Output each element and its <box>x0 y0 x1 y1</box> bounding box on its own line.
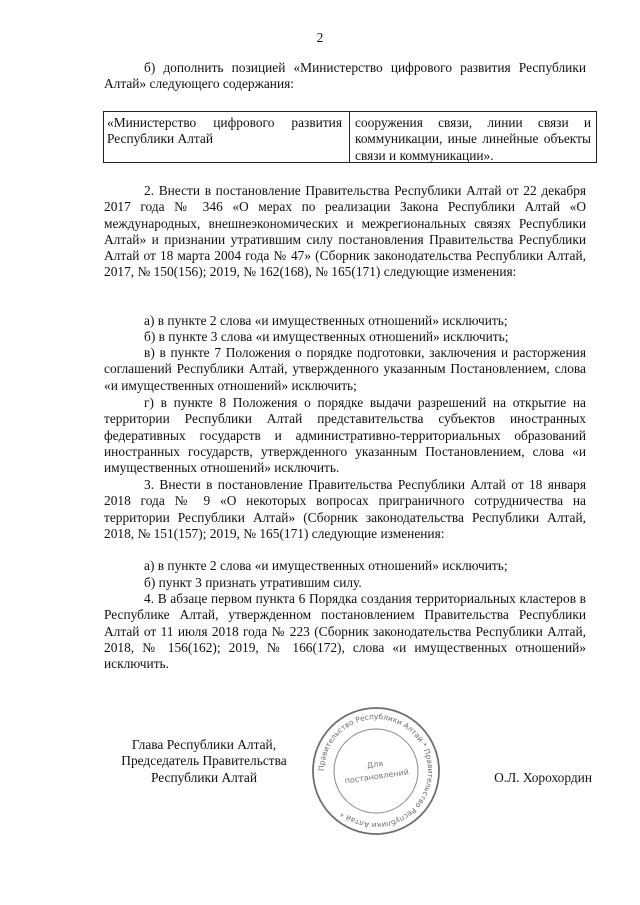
item-3: 3. Внести в постановление Правительства Республики Алтай от 18 января 2018 года № 9 «О некоторых вопросах приграничного сотрудничества на территории Республики Алтай» (Сборник законодательства Республики Алтай, 2018, № 151(157); 2019, № 165(171) следующие изменения: <box>104 477 586 541</box>
table-divider <box>349 112 350 162</box>
seal-center-line-1: Для <box>366 758 384 771</box>
item-2b: б) в пункте 3 слова «и имущественных отношений» исключить; <box>144 329 509 344</box>
item-2: 2. Внести в постановление Правительства Республики Алтай от 22 декабря 2017 года № 346 «О мерах по реализации Закона Республики Алтай «О международных, внешнеэкономических и межрегиональных связях Республики Алтай» и признании утратившим силу постановления Правительства Республики Алтай от 18 марта 2004 года № 47» (Сборник законодательства Республики Алтай, 2017, № 150(156); 2019, № 162(168), № 165(171) следующие изменения: <box>104 183 586 280</box>
signatory-line-2: Председатель Правительства <box>121 753 287 769</box>
item-2a: а) в пункте 2 слова «и имущественных отношений» исключить; <box>144 313 508 328</box>
signatory-line-3: Республики Алтай <box>150 769 257 785</box>
item-2v: в) в пункте 7 Положения о порядке подготовки, заключения и расторжения соглашений Республики Алтай, утвержденного указанным Постановлением, слова «и имущественных отношений» исключить; <box>104 345 586 393</box>
signatory-line-1: Глава Республики Алтай, <box>131 737 277 752</box>
seal-ring-text: Правительство Республики Алтай * Правительство Республики Алтай * <box>316 711 436 831</box>
item-2g: г) в пункте 8 Положения о порядке выдачи разрешений на открытие на территории Республики Алтай представительства субъектов иностранных федеративных государств и административно-территориальных образований иностранных государств, утвержденного указанным Постановлением, слова «и имущественных отношений» исключить. <box>104 395 586 476</box>
intro-paragraph: б) дополнить позицией «Министерство цифрового развития Республики Алтай» следующего содержания: <box>104 60 586 92</box>
page-number: 2 <box>316 30 324 45</box>
seal-center-line-2: постановлений <box>344 767 410 786</box>
item-3a: а) в пункте 2 слова «и имущественных отношений» исключить; <box>144 558 508 573</box>
item-3b: б) пункт 3 признать утратившим силу. <box>144 575 362 590</box>
seal-stamp <box>310 705 442 837</box>
item-4: 4. В абзаце первом пункта 6 Порядка создания территориальных кластеров в Республике Алтай, утвержденном постановлением Правительства Республики Алтай от 11 июля 2018 года № 223 (Сборник законодательства Республики Алтай, 2018, № 156(162); 2019, № 166(172), слова «и имущественных отношений» исключить. <box>104 591 586 672</box>
table-cell-ministry: «Министерство цифрового развития Республики Алтай <box>107 115 342 147</box>
signatory-name: О.Л. Хорохордин <box>494 770 592 785</box>
table-cell-objects: сооружения связи, линии связи и коммуникации, иные линейные объекты связи и коммуникации». <box>355 115 591 163</box>
signatory-title <box>104 737 304 786</box>
position-table <box>103 111 597 163</box>
